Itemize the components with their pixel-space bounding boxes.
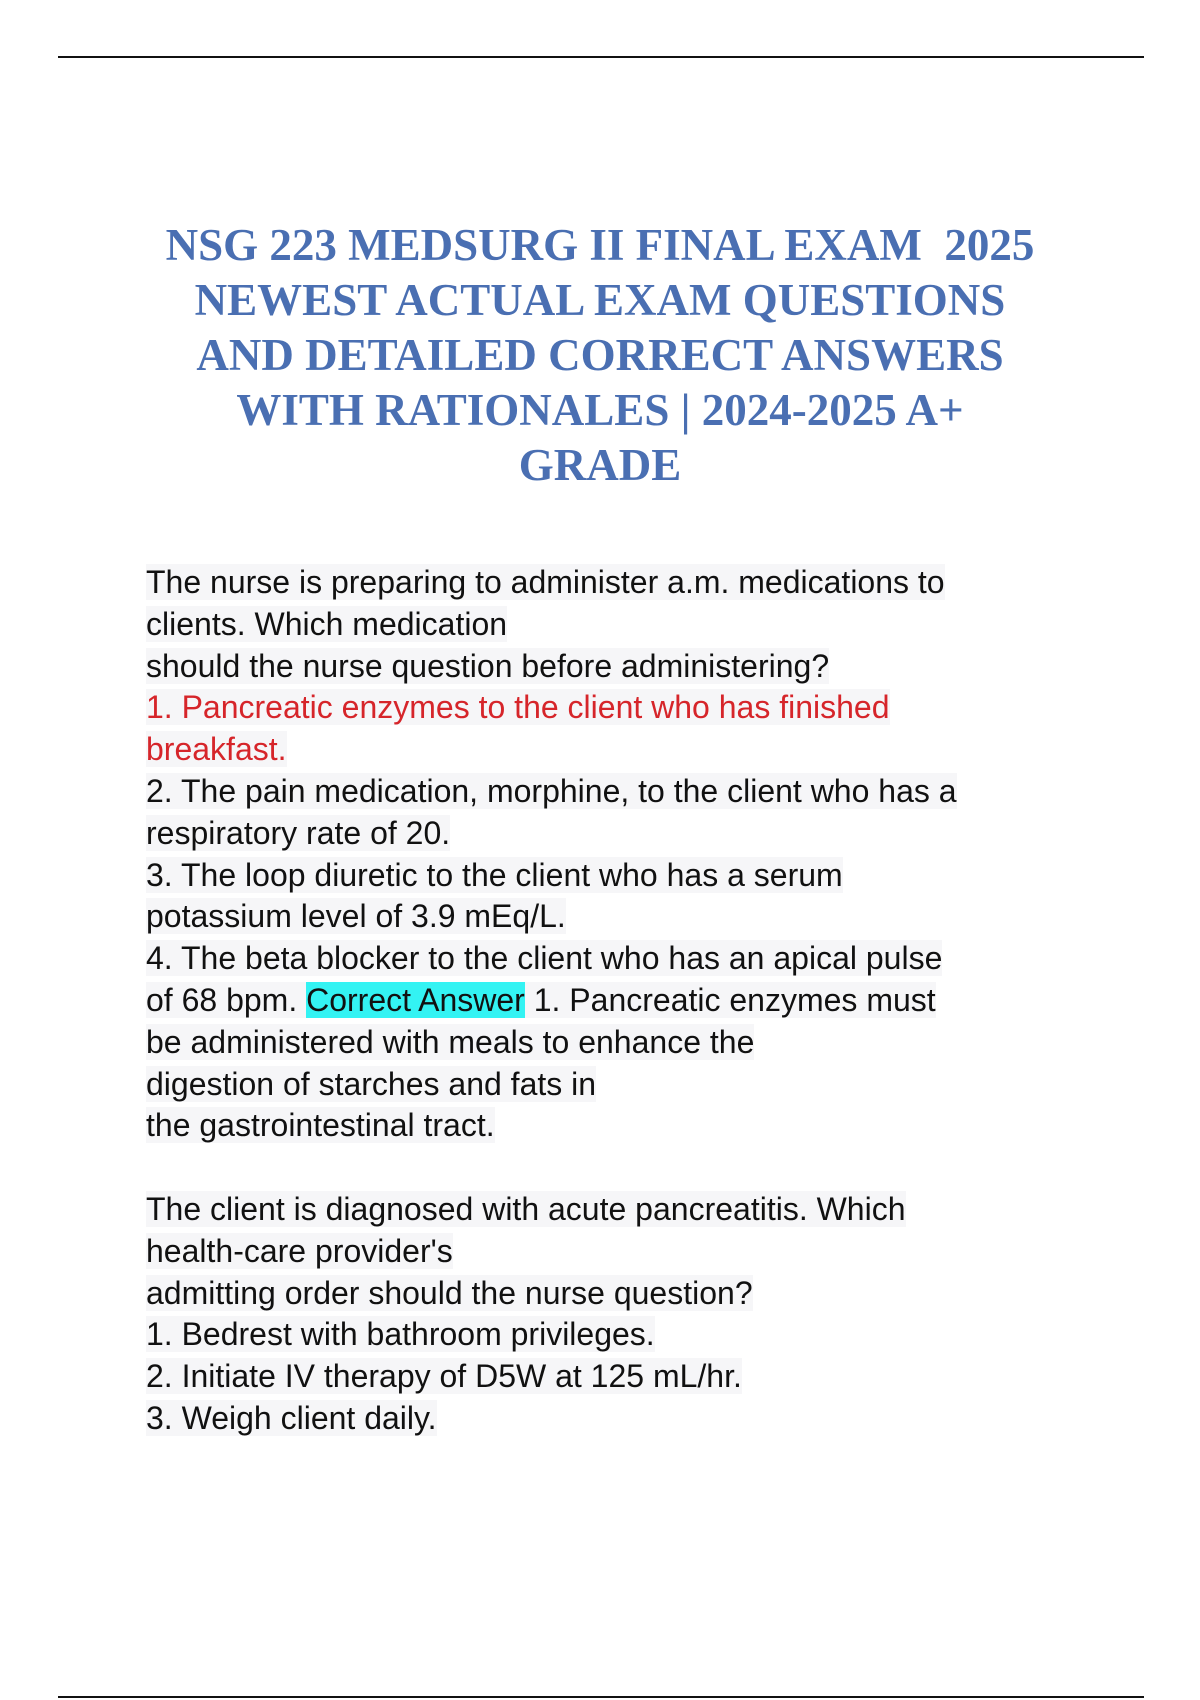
correct-answer-label: Correct Answer: [306, 981, 525, 1018]
title-line: NSG 223 MEDSURG II FINAL EXAM 2025: [165, 220, 1035, 270]
title-line: WITH RATIONALES | 2024-2025 A+: [236, 385, 964, 435]
question-stem-line: health-care provider's: [146, 1232, 453, 1269]
option-line: 2. The pain medication, morphine, to the client who has a: [146, 772, 957, 809]
answer-line: [146, 980, 1146, 1022]
question-stem-line: The nurse is preparing to administer a.m. medications to: [146, 564, 945, 600]
question-stem-line: admitting order should the nurse question?: [146, 1274, 753, 1311]
question-stem-line: The client is diagnosed with acute pancreatitis. Which: [146, 1190, 906, 1227]
title-line: NEWEST ACTUAL EXAM QUESTIONS: [194, 275, 1006, 325]
question-1: [146, 562, 1146, 1147]
option-line: 3. Weigh client daily.: [146, 1399, 437, 1436]
document-title: [100, 218, 1100, 493]
title-line: AND DETAILED CORRECT ANSWERS: [196, 330, 1004, 380]
question-stem-line: clients. Which medication: [146, 605, 508, 642]
top-rule: [58, 56, 1144, 58]
answer-lead: of 68 bpm.: [146, 981, 307, 1018]
question-stem-line: should the nurse question before administering?: [146, 647, 830, 684]
option-line: respiratory rate of 20.: [146, 814, 451, 851]
option-line: 1. Bedrest with bathroom privileges.: [146, 1316, 655, 1353]
option-line: 3. The loop diuretic to the client who has a serum: [146, 856, 843, 893]
option-line: 2. Initiate IV therapy of D5W at 125 mL/hr.: [146, 1358, 742, 1395]
question-spacer: [146, 1147, 1146, 1189]
document-body: [146, 562, 1146, 1440]
rationale-line: digestion of starches and fats in: [146, 1065, 597, 1102]
rationale-line: the gastrointestinal tract.: [146, 1107, 495, 1144]
correct-option-line: breakfast.: [146, 731, 287, 768]
title-line: GRADE: [518, 440, 682, 490]
answer-rest: 1. Pancreatic enzymes must: [524, 981, 936, 1018]
option-line: potassium level of 3.9 mEq/L.: [146, 898, 566, 935]
question-2: [146, 1189, 1146, 1440]
rationale-line: be administered with meals to enhance the: [146, 1023, 755, 1060]
bottom-rule: [58, 1696, 1144, 1698]
option-line: 4. The beta blocker to the client who has an apical pulse: [146, 940, 943, 977]
correct-option-line: 1. Pancreatic enzymes to the client who has finished: [146, 689, 890, 726]
